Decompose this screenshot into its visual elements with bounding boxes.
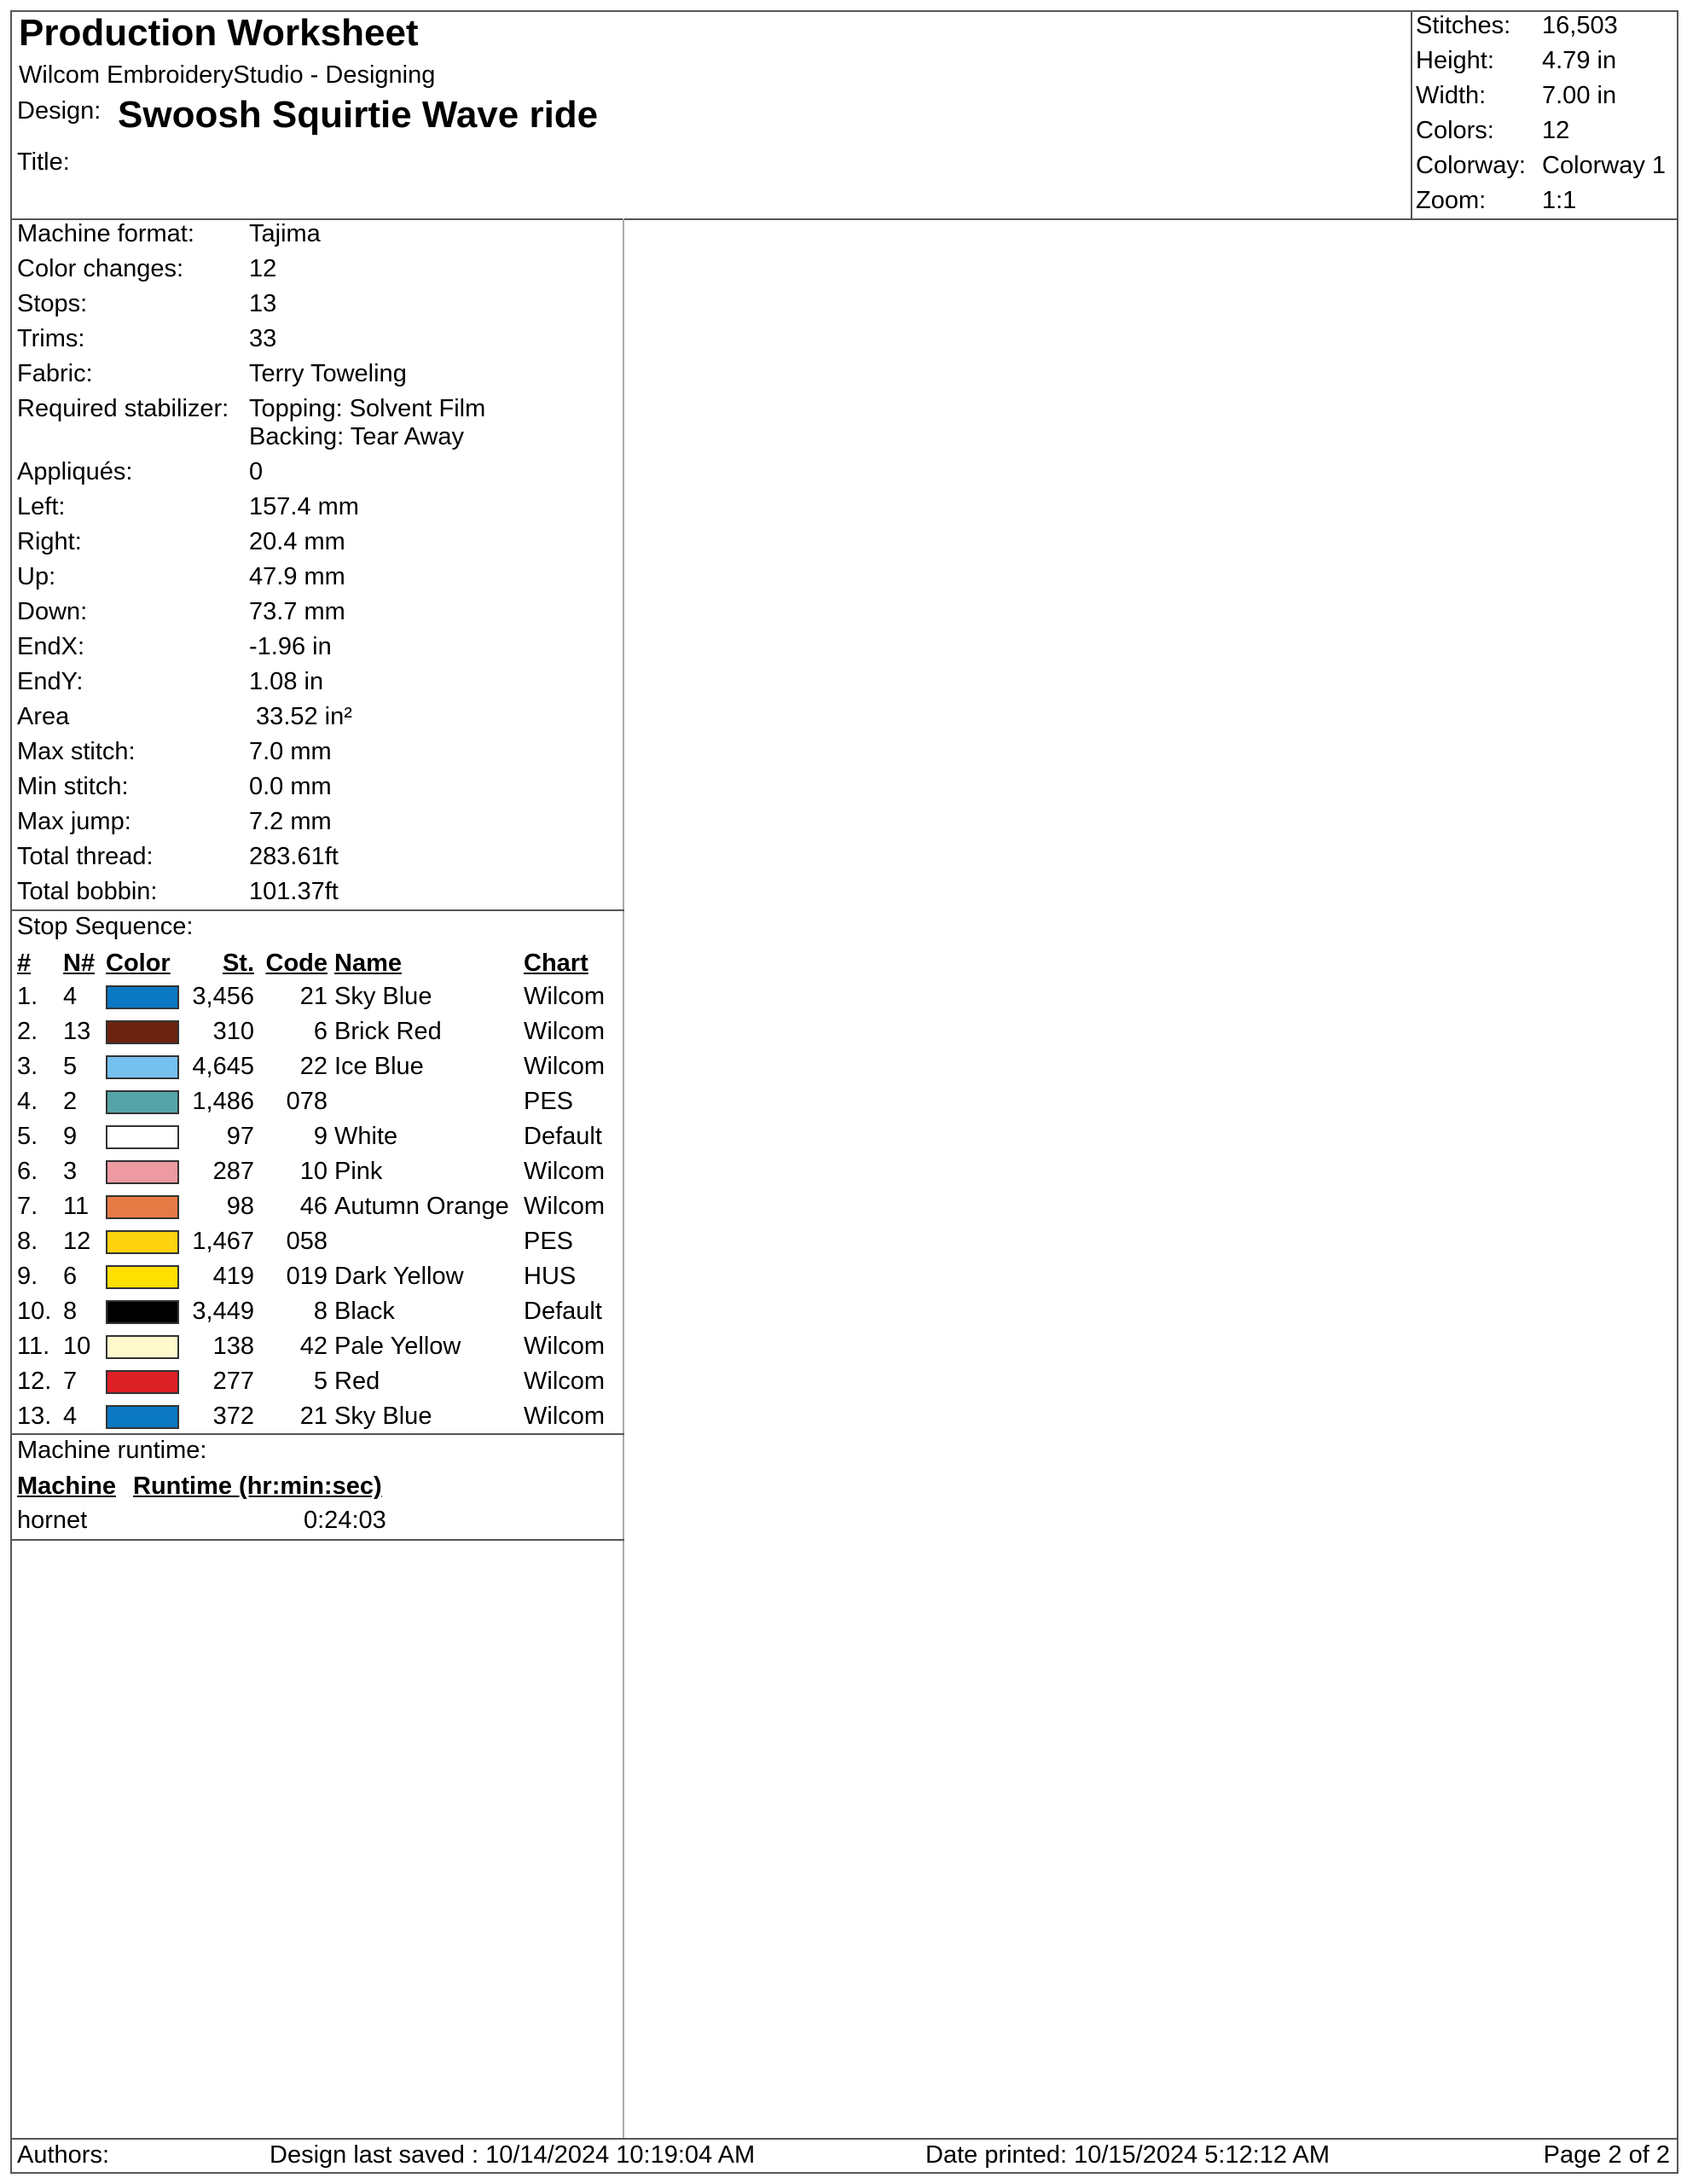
stat-label: Colors: bbox=[1416, 117, 1494, 144]
info-value: 283.61ft bbox=[249, 843, 339, 870]
table-row bbox=[14, 979, 608, 1014]
color-cell bbox=[102, 1224, 186, 1259]
stat-label: Height: bbox=[1416, 47, 1494, 74]
thread-code: 8 bbox=[313, 1298, 328, 1325]
thread-code: 6 bbox=[313, 1018, 328, 1045]
needle-number: 9 bbox=[63, 1123, 78, 1150]
software-name: Wilcom EmbroideryStudio - Designing bbox=[19, 61, 436, 89]
info-value: 101.37ft bbox=[249, 878, 339, 905]
color-swatch bbox=[106, 1055, 179, 1079]
needle-number: 2 bbox=[63, 1088, 78, 1115]
thread-chart: Wilcom bbox=[524, 1193, 606, 1220]
table-row bbox=[14, 1154, 608, 1189]
thread-name bbox=[331, 1084, 520, 1119]
color-cell bbox=[102, 1294, 186, 1329]
info-value: 0 bbox=[249, 458, 264, 485]
stat-value: Colorway 1 bbox=[1542, 152, 1667, 179]
stitch-count: 3,449 bbox=[192, 1298, 254, 1325]
stitch-count: 310 bbox=[212, 1018, 254, 1045]
needle-number: 4 bbox=[63, 1403, 78, 1430]
thread-chart: PES bbox=[524, 1088, 574, 1115]
info-row bbox=[17, 360, 485, 395]
info-label: Total thread: bbox=[17, 843, 154, 870]
color-cell bbox=[102, 1364, 186, 1399]
thread-chart: Wilcom bbox=[524, 1368, 606, 1395]
thread-chart: Wilcom bbox=[524, 1158, 606, 1185]
info-row bbox=[17, 493, 485, 528]
needle-number: 7 bbox=[63, 1368, 78, 1395]
needle-number: 5 bbox=[63, 1053, 78, 1080]
col-needle-header: N# bbox=[63, 949, 96, 977]
color-cell bbox=[102, 1399, 186, 1434]
info-row bbox=[17, 598, 485, 633]
stitch-count: 98 bbox=[226, 1193, 254, 1220]
info-row bbox=[17, 808, 485, 843]
info-label: Stops: bbox=[17, 290, 88, 317]
info-value: 157.4 mm bbox=[249, 493, 359, 520]
thread-code: 019 bbox=[286, 1263, 328, 1290]
info-row bbox=[17, 563, 485, 598]
info-label: Color changes: bbox=[17, 255, 184, 282]
info-value: 20.4 mm bbox=[249, 528, 345, 555]
thread-name: Red bbox=[334, 1368, 380, 1395]
info-value bbox=[249, 395, 485, 458]
table-row bbox=[14, 1329, 608, 1364]
row-number: 8. bbox=[17, 1228, 38, 1255]
info-label: EndX: bbox=[17, 633, 84, 660]
runtime-value: 0:24:03 bbox=[304, 1507, 386, 1534]
info-row bbox=[17, 668, 485, 703]
stat-row bbox=[1416, 12, 1666, 47]
col-name-header: Name bbox=[334, 949, 402, 977]
info-label: Trims: bbox=[17, 325, 85, 352]
table-row bbox=[14, 1119, 608, 1154]
info-row bbox=[17, 395, 485, 458]
thread-name: Brick Red bbox=[334, 1018, 442, 1045]
design-label: Design: bbox=[17, 97, 101, 125]
runtime-divider bbox=[10, 1539, 624, 1541]
info-value: -1.96 in bbox=[249, 633, 332, 660]
needle-number: 8 bbox=[63, 1298, 78, 1325]
stat-row bbox=[1416, 47, 1666, 82]
needle-number: 10 bbox=[63, 1333, 91, 1360]
row-number: 12. bbox=[17, 1368, 52, 1395]
thread-name: Ice Blue bbox=[334, 1053, 424, 1080]
thread-name bbox=[331, 1224, 520, 1259]
stitch-count: 4,645 bbox=[192, 1053, 254, 1080]
info-row bbox=[17, 703, 485, 738]
machine-info-list bbox=[17, 220, 485, 913]
table-row bbox=[14, 1294, 608, 1329]
stop-sequence-table bbox=[14, 947, 608, 1434]
info-label: Total bobbin: bbox=[17, 878, 158, 905]
thread-chart: Wilcom bbox=[524, 1053, 606, 1080]
stat-label: Colorway: bbox=[1416, 152, 1526, 179]
thread-code: 46 bbox=[299, 1193, 328, 1220]
row-number: 4. bbox=[17, 1088, 38, 1115]
thread-code: 078 bbox=[286, 1088, 328, 1115]
color-swatch bbox=[106, 1230, 179, 1254]
color-swatch bbox=[106, 1370, 179, 1394]
thread-name: Sky Blue bbox=[334, 983, 432, 1010]
row-number: 9. bbox=[17, 1263, 38, 1290]
info-value: 0.0 mm bbox=[249, 773, 332, 800]
stat-value: 16,503 bbox=[1542, 12, 1618, 39]
color-cell bbox=[102, 1049, 186, 1084]
table-row bbox=[14, 1014, 608, 1049]
color-swatch bbox=[106, 1090, 179, 1114]
color-cell bbox=[102, 1084, 186, 1119]
footer-divider bbox=[10, 2138, 1678, 2140]
needle-number: 12 bbox=[63, 1228, 91, 1255]
needle-number: 4 bbox=[63, 983, 78, 1010]
info-row bbox=[17, 878, 485, 913]
table-row bbox=[14, 1189, 608, 1224]
color-cell bbox=[102, 1154, 186, 1189]
needle-number: 11 bbox=[63, 1193, 90, 1220]
stat-value: 1:1 bbox=[1542, 187, 1577, 214]
thread-name: Autumn Orange bbox=[334, 1193, 509, 1220]
color-cell bbox=[102, 1189, 186, 1224]
info-row bbox=[17, 633, 485, 668]
info-value: 1.08 in bbox=[249, 668, 324, 695]
stat-label: Width: bbox=[1416, 82, 1487, 109]
info-row bbox=[17, 843, 485, 878]
info-value: 12 bbox=[249, 255, 277, 282]
table-row bbox=[14, 1399, 608, 1434]
thread-name: Pink bbox=[334, 1158, 383, 1185]
stop-sequence-label: Stop Sequence: bbox=[17, 913, 194, 940]
runtime-machine-name: hornet bbox=[17, 1507, 88, 1534]
info-label: Max stitch: bbox=[17, 738, 136, 765]
stabilizer-topping: Topping: Solvent Film bbox=[249, 395, 486, 422]
info-value: 33.52 in² bbox=[249, 703, 352, 730]
stitch-count: 3,456 bbox=[192, 983, 254, 1010]
stats-panel bbox=[1416, 12, 1666, 222]
color-cell bbox=[102, 1119, 186, 1154]
color-swatch bbox=[106, 985, 179, 1009]
thread-chart: HUS bbox=[524, 1263, 577, 1290]
thread-chart: Default bbox=[524, 1298, 602, 1325]
info-value: 7.0 mm bbox=[249, 738, 332, 765]
stats-divider bbox=[1411, 10, 1412, 220]
stitch-count: 1,486 bbox=[192, 1088, 254, 1115]
info-value: Terry Toweling bbox=[249, 360, 407, 387]
title-label: Title: bbox=[17, 148, 70, 176]
color-cell bbox=[102, 1014, 186, 1049]
thread-chart: Wilcom bbox=[524, 1333, 606, 1360]
info-label: Min stitch: bbox=[17, 773, 129, 800]
info-label: Required stabilizer: bbox=[17, 395, 229, 422]
info-label: Up: bbox=[17, 563, 56, 590]
stabilizer-backing: Backing: Tear Away bbox=[249, 423, 465, 450]
info-label: Right: bbox=[17, 528, 82, 555]
row-number: 1. bbox=[17, 983, 38, 1010]
info-row bbox=[17, 220, 485, 255]
design-name: Swoosh Squirtie Wave ride bbox=[118, 94, 599, 136]
color-swatch bbox=[106, 1125, 179, 1149]
info-value: 7.2 mm bbox=[249, 808, 332, 835]
info-label: EndY: bbox=[17, 668, 84, 695]
info-row bbox=[17, 773, 485, 808]
row-number: 13. bbox=[17, 1403, 52, 1430]
thread-chart: Default bbox=[524, 1123, 602, 1150]
thread-name: Dark Yellow bbox=[334, 1263, 464, 1290]
color-swatch bbox=[106, 1335, 179, 1359]
stat-row bbox=[1416, 187, 1666, 222]
thread-name: White bbox=[334, 1123, 398, 1150]
color-swatch bbox=[106, 1265, 179, 1289]
info-label: Machine format: bbox=[17, 220, 194, 247]
thread-code: 21 bbox=[299, 983, 328, 1010]
row-number: 3. bbox=[17, 1053, 38, 1080]
page-title: Production Worksheet bbox=[19, 12, 419, 54]
stat-row bbox=[1416, 82, 1666, 117]
table-row bbox=[14, 1364, 608, 1399]
footer-last-saved: Design last saved : 10/14/2024 10:19:04 AM bbox=[270, 2141, 756, 2169]
stitch-count: 419 bbox=[212, 1263, 254, 1290]
info-value: 47.9 mm bbox=[249, 563, 345, 590]
info-row bbox=[17, 528, 485, 563]
row-number: 5. bbox=[17, 1123, 38, 1150]
table-row bbox=[14, 1224, 608, 1259]
stitch-count: 372 bbox=[212, 1403, 254, 1430]
stat-value: 4.79 in bbox=[1542, 47, 1617, 74]
color-swatch bbox=[106, 1405, 179, 1429]
needle-number: 13 bbox=[63, 1018, 91, 1045]
col-number-header: # bbox=[17, 949, 32, 977]
info-label: Area bbox=[17, 703, 70, 730]
row-number: 6. bbox=[17, 1158, 38, 1185]
stat-value: 12 bbox=[1542, 117, 1570, 144]
info-label: Fabric: bbox=[17, 360, 93, 387]
thread-code: 058 bbox=[286, 1228, 328, 1255]
col-color-header: Color bbox=[106, 949, 171, 977]
thread-name: Black bbox=[334, 1298, 395, 1325]
stitch-count: 1,467 bbox=[192, 1228, 254, 1255]
table-row bbox=[14, 1259, 608, 1294]
footer-authors: Authors: bbox=[17, 2141, 109, 2169]
thread-chart: Wilcom bbox=[524, 983, 606, 1010]
color-cell bbox=[102, 1259, 186, 1294]
info-label: Max jump: bbox=[17, 808, 131, 835]
column-divider bbox=[623, 218, 624, 2138]
info-value: Tajima bbox=[249, 220, 321, 247]
stitch-count: 97 bbox=[226, 1123, 254, 1150]
stitch-count: 277 bbox=[212, 1368, 254, 1395]
thread-name: Pale Yellow bbox=[334, 1333, 461, 1360]
info-row bbox=[17, 738, 485, 773]
col-code-header: Code bbox=[265, 949, 328, 977]
table-row bbox=[14, 1084, 608, 1119]
thread-chart: PES bbox=[524, 1228, 574, 1255]
table-header-row bbox=[14, 947, 608, 979]
info-row bbox=[17, 255, 485, 290]
footer-page-number: Page 2 of 2 bbox=[1543, 2141, 1670, 2169]
info-label: Left: bbox=[17, 493, 66, 520]
info-row bbox=[17, 290, 485, 325]
thread-code: 21 bbox=[299, 1403, 328, 1430]
thread-code: 5 bbox=[313, 1368, 328, 1395]
info-label: Down: bbox=[17, 598, 88, 625]
info-value: 33 bbox=[249, 325, 277, 352]
needle-number: 6 bbox=[63, 1263, 78, 1290]
info-label: Appliqués: bbox=[17, 458, 133, 485]
col-stitches-header: St. bbox=[222, 949, 254, 977]
color-swatch bbox=[106, 1160, 179, 1184]
thread-chart: Wilcom bbox=[524, 1403, 606, 1430]
stitch-count: 138 bbox=[212, 1333, 254, 1360]
stat-row bbox=[1416, 152, 1666, 187]
stat-label: Zoom: bbox=[1416, 187, 1487, 214]
info-value: 13 bbox=[249, 290, 277, 317]
row-number: 11. bbox=[17, 1333, 50, 1360]
thread-code: 9 bbox=[313, 1123, 328, 1150]
info-row bbox=[17, 325, 485, 360]
thread-chart: Wilcom bbox=[524, 1018, 606, 1045]
color-swatch bbox=[106, 1300, 179, 1324]
info-row bbox=[17, 458, 485, 493]
color-swatch bbox=[106, 1020, 179, 1044]
runtime-col-machine-header: Machine bbox=[17, 1472, 117, 1500]
thread-code: 22 bbox=[299, 1053, 328, 1080]
thread-code: 10 bbox=[299, 1158, 328, 1185]
stat-row bbox=[1416, 117, 1666, 152]
color-swatch bbox=[106, 1195, 179, 1219]
stat-label: Stitches: bbox=[1416, 12, 1511, 39]
needle-number: 3 bbox=[63, 1158, 78, 1185]
table-row bbox=[14, 1049, 608, 1084]
machine-runtime-label: Machine runtime: bbox=[17, 1437, 207, 1464]
col-chart-header: Chart bbox=[524, 949, 588, 977]
row-number: 10. bbox=[17, 1298, 52, 1325]
thread-name: Sky Blue bbox=[334, 1403, 432, 1430]
thread-code: 42 bbox=[299, 1333, 328, 1360]
stat-value: 7.00 in bbox=[1542, 82, 1617, 109]
row-number: 2. bbox=[17, 1018, 38, 1045]
runtime-col-time-header: Runtime (hr:min:sec) bbox=[133, 1472, 382, 1500]
stitch-count: 287 bbox=[212, 1158, 254, 1185]
color-cell bbox=[102, 1329, 186, 1364]
color-cell bbox=[102, 979, 186, 1014]
info-value: 73.7 mm bbox=[249, 598, 345, 625]
row-number: 7. bbox=[17, 1193, 38, 1220]
footer-date-printed: Date printed: 10/15/2024 5:12:12 AM bbox=[925, 2141, 1330, 2169]
